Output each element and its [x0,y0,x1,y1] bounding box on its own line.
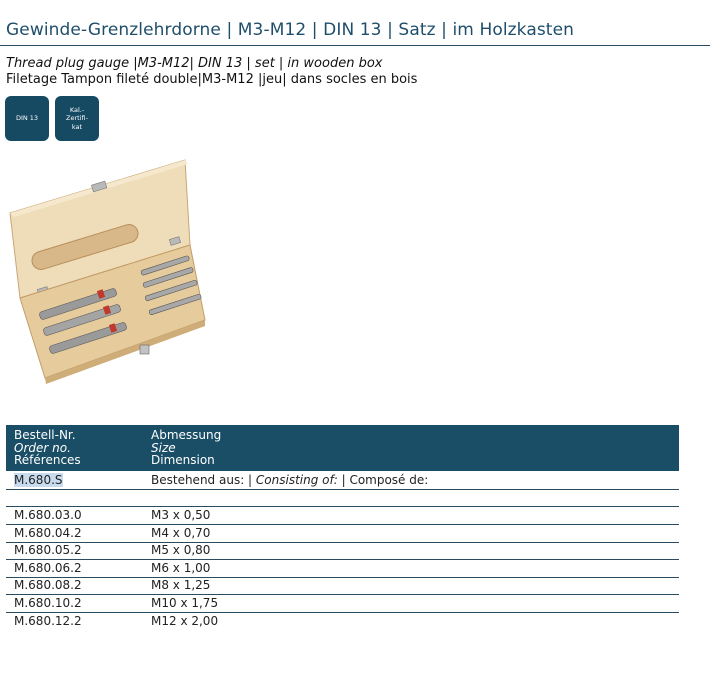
subtitle-english: Thread plug gauge |M3-M12| DIN 13 | set | in wooden box [6,56,383,71]
din13-badge [5,96,49,141]
order-number-cell[interactable]: M.680.03.0 [14,508,82,522]
table-row[interactable] [6,595,679,613]
header-size [151,429,221,467]
header-size-en: Size [151,440,176,455]
size-cell: M3 x 0,50 [151,508,211,522]
size-cell: M6 x 1,00 [151,561,211,575]
title-divider [0,45,710,46]
set-order-no[interactable]: M.680.S [14,473,63,487]
header-size-fr: Dimension [151,453,215,467]
box-clasp [140,345,149,354]
size-cell: M8 x 1,25 [151,578,211,592]
order-number-cell[interactable]: M.680.12.2 [14,614,82,628]
set-desc-fr: | Composé de: [337,473,429,487]
order-number-cell[interactable]: M.680.04.2 [14,526,82,540]
product-photo [0,150,240,390]
table-header [6,425,679,471]
header-order-no-fr: Références [14,453,81,467]
header-order-no [14,429,81,467]
order-number-cell[interactable]: M.680.10.2 [14,596,82,610]
order-number-cell[interactable]: M.680.06.2 [14,561,82,575]
din13-badge-label: DIN 13 [15,114,39,123]
subtitle-french: Filetage Tampon fileté double|M3-M12 |jeu| dans socles en bois [6,72,418,87]
row-divider [6,489,679,490]
table-row[interactable] [6,577,679,595]
table-row[interactable] [6,507,679,525]
header-order-no-de: Bestell-Nr. [14,428,76,442]
table-row[interactable] [6,542,679,560]
size-cell: M12 x 2,00 [151,614,219,628]
set-row[interactable] [6,472,679,490]
order-number-cell[interactable]: M.680.05.2 [14,543,82,557]
set-desc-de: Bestehend aus: | [151,473,256,487]
table-row[interactable] [6,613,679,631]
header-order-no-en: Order no. [14,440,71,455]
page-title: Gewinde-Grenzlehrdorne | M3-M12 | DIN 13 | Satz | im Holzkasten [6,20,574,40]
set-description [151,473,428,487]
calibration-badge-label: Kal.- Zertifi- kat [66,106,88,131]
calibration-certificate-badge [55,96,99,141]
table-row[interactable] [6,560,679,578]
set-desc-en: Consisting of: [255,473,338,487]
size-cell: M5 x 0,80 [151,543,211,557]
header-size-de: Abmessung [151,428,222,442]
size-cell: M10 x 1,75 [151,596,219,610]
size-cell: M4 x 0,70 [151,526,211,540]
order-number-cell[interactable]: M.680.08.2 [14,578,82,592]
table-row[interactable] [6,525,679,543]
